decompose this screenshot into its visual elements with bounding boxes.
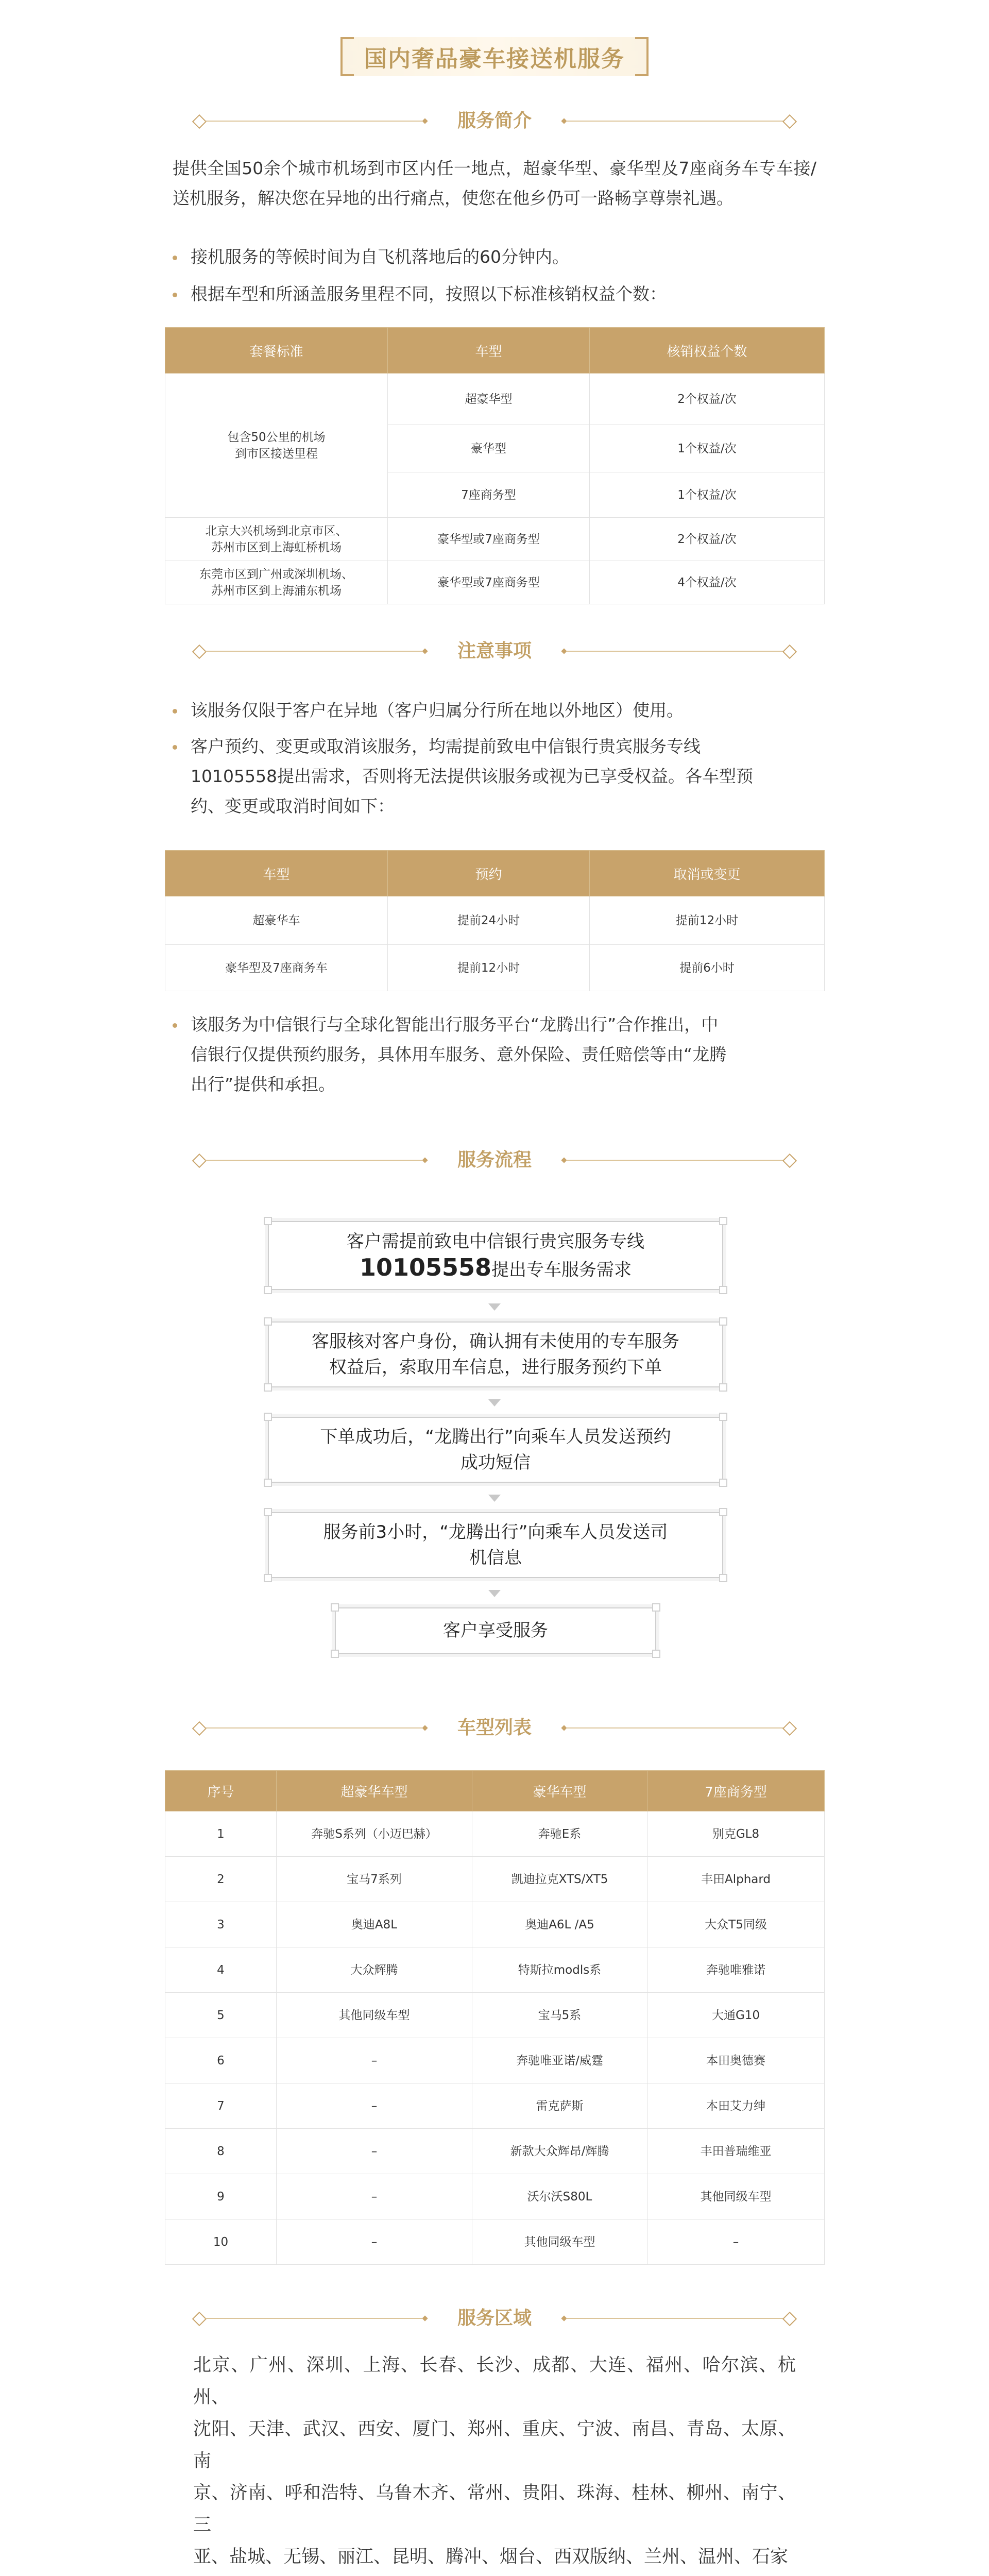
corner-mark <box>652 1650 660 1658</box>
table-cell: 6 <box>165 2038 277 2083</box>
flow-step-text <box>360 1255 632 1283</box>
notes-bullet <box>173 732 816 821</box>
table-cell: 7 <box>165 2083 277 2129</box>
page-title <box>340 37 649 76</box>
table-cell: 提前12小时 <box>590 896 825 945</box>
title-banner <box>0 37 989 76</box>
flow-step-text: 机信息 <box>469 1548 522 1568</box>
corner-mark <box>719 1413 727 1421</box>
table-cell: 提前12小时 <box>388 945 590 991</box>
table-cell: 宝马5系 <box>472 1993 647 2038</box>
flow-step-2 <box>268 1321 723 1387</box>
table-row <box>165 561 825 604</box>
service-areas-text <box>193 2349 796 2576</box>
corner-mark <box>264 1286 272 1294</box>
table-cell: 本田艾力绅 <box>647 2083 825 2129</box>
bullet-line: 约、变更或取消时间如下： <box>191 796 395 816</box>
corner-mark <box>719 1286 727 1294</box>
title-bracket-right <box>635 37 649 76</box>
table-cell: 凯迪拉克XTS/XT5 <box>472 1857 647 1902</box>
intro-bullet <box>173 242 816 272</box>
table-cell: 别克GL8 <box>647 1811 825 1857</box>
table-row <box>165 2174 825 2219</box>
table-cell: 丰田Alphard <box>647 1857 825 1902</box>
section-header-areas <box>193 2307 796 2330</box>
table-cell: – <box>277 2219 472 2265</box>
areas-line: 沈阳、天津、武汉、西安、厦门、郑州、重庆、宁波、南昌、青岛、太原、南 <box>193 2419 796 2471</box>
table-cell: 10 <box>165 2219 277 2265</box>
bullet-text: 该服务仅限于客户在异地（客户归属分行所在地以外地区）使用。 <box>191 700 684 720</box>
table-cell: 奔驰E系 <box>472 1811 647 1857</box>
divider-line <box>567 121 783 122</box>
corner-mark <box>652 1603 660 1612</box>
table-cell: 沃尔沃S80L <box>472 2174 647 2219</box>
flow-arrow-icon <box>488 1399 501 1406</box>
table-row <box>165 2083 825 2129</box>
divider-line <box>567 2318 783 2319</box>
table-cell: 其他同级车型 <box>472 2219 647 2265</box>
cell-line: 到市区接送里程 <box>235 447 318 461</box>
section-title: 服务流程 <box>457 1149 532 1171</box>
bullet-dot-icon <box>173 1023 177 1028</box>
table-cell: 奔驰S系列（小迈巴赫） <box>277 1811 472 1857</box>
table-cell: 4 <box>165 1947 277 1993</box>
corner-mark <box>264 1317 272 1326</box>
booking-table <box>165 850 825 991</box>
flow-step-text: 服务前3小时，“龙腾出行”向乘车人员发送司 <box>323 1522 668 1543</box>
bullet-dot-icon <box>173 256 177 260</box>
flow-step-5 <box>335 1607 656 1654</box>
table-cell: 特斯拉modls系 <box>472 1947 647 1993</box>
table-header-cell: 车型 <box>388 328 590 374</box>
corner-mark <box>264 1574 272 1582</box>
table-cell: 超豪华型 <box>388 374 590 425</box>
section-title: 注意事项 <box>457 640 532 662</box>
table-row <box>165 1902 825 1947</box>
corner-mark <box>264 1383 272 1392</box>
table-cell: – <box>277 2038 472 2083</box>
flow-step-text: 客户需提前致电中信银行贵宾服务专线 <box>347 1231 644 1252</box>
flow-arrow-icon <box>488 1590 501 1597</box>
bullet-line: 10105558提出需求，否则将无法提供该服务或视为已享受权益。各车型预 <box>191 766 753 786</box>
table-cell: 2个权益/次 <box>590 374 825 425</box>
table-cell: 2个权益/次 <box>590 518 825 561</box>
table-cell: 2 <box>165 1857 277 1902</box>
flow-arrow-icon <box>488 1303 501 1311</box>
table-cell: 1 <box>165 1811 277 1857</box>
section-header-notes <box>193 640 796 663</box>
table-row <box>165 945 825 991</box>
cell-line: 包含50公里的机场 <box>227 430 326 444</box>
service-phone-number: 10105558 <box>359 1253 492 1281</box>
areas-line <box>193 2573 796 2576</box>
table-cell: 9 <box>165 2174 277 2219</box>
flow-step-text: 客服核对客户身份，确认拥有未使用的专车服务 <box>312 1331 679 1352</box>
section-title: 服务区域 <box>457 2308 532 2329</box>
table-row <box>165 374 825 425</box>
table-cell: 宝马7系列 <box>277 1857 472 1902</box>
table-cell: 其他同级车型 <box>277 1993 472 2038</box>
cell-line: 东莞市区到广州或深圳机场、 <box>199 567 353 581</box>
section-header-flow <box>193 1149 796 1172</box>
divider-line <box>567 1160 783 1161</box>
table-header-row <box>165 1771 825 1811</box>
flow-step-4 <box>268 1512 723 1578</box>
table-cell: 本田奥德赛 <box>647 2038 825 2083</box>
table-cell: 奥迪A6L /A5 <box>472 1902 647 1947</box>
flow-step-text: 成功短信 <box>461 1452 531 1473</box>
section-title: 车型列表 <box>457 1717 532 1738</box>
table-row <box>165 1857 825 1902</box>
models-table-body <box>165 1811 825 2265</box>
table-cell: 1个权益/次 <box>590 472 825 518</box>
table-cell: 8 <box>165 2129 277 2174</box>
flow-step-text: 下单成功后，“龙腾出行”向乘车人员发送预约 <box>320 1427 671 1447</box>
table-header-cell: 车型 <box>165 851 388 896</box>
corner-mark <box>719 1317 727 1326</box>
flow-step-1 <box>268 1221 723 1290</box>
table-cell: 奥迪A8L <box>277 1902 472 1947</box>
table-header-cell: 套餐标准 <box>165 328 388 374</box>
flow-step-text: 权益后，索取用车信息，进行服务预约下单 <box>329 1357 662 1378</box>
corner-mark <box>264 1479 272 1487</box>
table-cell: 豪华型及7座商务车 <box>165 945 388 991</box>
table-cell: 豪华型或7座商务型 <box>388 561 590 604</box>
table-header-cell: 预约 <box>388 851 590 896</box>
table-cell: 7座商务型 <box>388 472 590 518</box>
corner-mark <box>719 1217 727 1225</box>
corner-mark <box>331 1603 339 1612</box>
benefit-table <box>165 327 825 604</box>
bullet-text: 接机服务的等候时间为自飞机落地后的60分钟内。 <box>191 247 569 267</box>
models-table <box>165 1770 825 2265</box>
table-cell: 奔驰唯雅诺 <box>647 1947 825 1993</box>
bullet-text <box>173 732 816 821</box>
table-cell: 其他同级车型 <box>647 2174 825 2219</box>
corner-mark <box>264 1413 272 1421</box>
bullet-text <box>173 1010 816 1099</box>
table-header-cell: 序号 <box>165 1771 277 1811</box>
bullet-text: 根据车型和所涵盖服务里程不同，按照以下标准核销权益个数： <box>191 284 667 304</box>
intro-paragraph: 提供全国50余个城市机场到市区内任一地点，超豪华型、豪华型及7座商务车专车接/送机服务，解决您在异地的出行痛点，使您在他乡仍可一路畅享尊崇礼遇。 <box>173 158 816 208</box>
table-cell: 5 <box>165 1993 277 2038</box>
flow-step-3 <box>268 1417 723 1483</box>
table-row <box>165 2038 825 2083</box>
table-header-cell: 豪华车型 <box>472 1771 647 1811</box>
areas-line: 北京、广州、深圳、上海、长春、长沙、成都、大连、福州、哈尔滨、杭州、 <box>193 2355 796 2408</box>
table-cell: 提前6小时 <box>590 945 825 991</box>
table-row <box>165 1993 825 2038</box>
section-title: 服务简介 <box>457 110 532 131</box>
package-label-cell <box>165 561 388 604</box>
page-title-text: 国内奢品豪车接送机服务 <box>364 46 625 72</box>
table-header-row <box>165 851 825 896</box>
table-cell: 超豪华车 <box>165 896 388 945</box>
corner-mark <box>719 1479 727 1487</box>
bullet-line: 出行”提供和承担。 <box>191 1074 336 1094</box>
notes-bullet <box>173 1010 816 1099</box>
table-row <box>165 2129 825 2174</box>
table-header-cell: 取消或变更 <box>590 851 825 896</box>
table-cell: 1个权益/次 <box>590 425 825 472</box>
table-cell: 奔驰唯亚诺/威霆 <box>472 2038 647 2083</box>
areas-line: 京、济南、呼和浩特、乌鲁木齐、常州、贵阳、珠海、桂林、柳州、南宁、三 <box>193 2483 796 2535</box>
flow-step-text: 客户享受服务 <box>443 1620 548 1641</box>
corner-mark <box>264 1508 272 1516</box>
table-cell: 雷克萨斯 <box>472 2083 647 2129</box>
table-row <box>165 1811 825 1857</box>
table-header-cell: 7座商务型 <box>647 1771 825 1811</box>
table-cell: 豪华型 <box>388 425 590 472</box>
section-header-models <box>193 1717 796 1739</box>
table-header-cell: 核销权益个数 <box>590 328 825 374</box>
bullet-line: 信银行仅提供预约服务，具体用车服务、意外保险、责任赔偿等由“龙腾 <box>191 1044 727 1064</box>
intro-bullet <box>173 279 816 309</box>
cell-line: 苏州市区到上海浦东机场 <box>211 584 342 598</box>
corner-mark <box>264 1217 272 1225</box>
flow-arrow-icon <box>488 1495 501 1502</box>
table-cell: 提前24小时 <box>388 896 590 945</box>
package-label-cell <box>165 374 388 518</box>
corner-mark <box>719 1383 727 1392</box>
table-row <box>165 896 825 945</box>
bullet-dot-icon <box>173 293 177 297</box>
corner-mark <box>331 1650 339 1658</box>
flow-step-text: 提出专车服务需求 <box>491 1259 632 1280</box>
bullet-line: 客户预约、变更或取消该服务，均需提前致电中信银行贵宾服务专线 <box>191 736 701 756</box>
bullet-line: 该服务为中信银行与全球化智能出行服务平台“龙腾出行”合作推出，中 <box>191 1014 719 1035</box>
table-cell: 丰田普瑞维亚 <box>647 2129 825 2174</box>
corner-mark <box>719 1574 727 1582</box>
divider-line <box>567 1727 783 1728</box>
areas-line: 亚、盐城、无锡、丽江、昆明、腾冲、烟台、西双版纳、兰州、温州、石家 <box>193 2547 789 2567</box>
table-cell: 大众辉腾 <box>277 1947 472 1993</box>
title-bracket-left <box>340 37 354 76</box>
table-cell: 新款大众辉昂/辉腾 <box>472 2129 647 2174</box>
table-header-cell: 超豪华车型 <box>277 1771 472 1811</box>
table-cell: – <box>277 2083 472 2129</box>
table-header-row <box>165 328 825 374</box>
bullet-dot-icon <box>173 709 177 714</box>
table-cell: 豪华型或7座商务型 <box>388 518 590 561</box>
cell-line: 北京大兴机场到北京市区、 <box>205 524 348 538</box>
bullet-dot-icon <box>173 745 177 750</box>
table-cell: 大通G10 <box>647 1993 825 2038</box>
section-header-intro <box>193 110 796 132</box>
table-cell: 3 <box>165 1902 277 1947</box>
table-cell: – <box>277 2174 472 2219</box>
table-cell: 大众T5同级 <box>647 1902 825 1947</box>
table-row <box>165 2219 825 2265</box>
divider-line <box>567 651 783 652</box>
package-label-cell <box>165 518 388 561</box>
cell-line: 苏州市区到上海虹桥机场 <box>211 540 342 554</box>
notes-bullet <box>173 696 816 725</box>
table-row <box>165 518 825 561</box>
table-cell: – <box>277 2129 472 2174</box>
table-row <box>165 1947 825 1993</box>
corner-mark <box>719 1508 727 1516</box>
table-cell: 4个权益/次 <box>590 561 825 604</box>
table-cell: – <box>647 2219 825 2265</box>
